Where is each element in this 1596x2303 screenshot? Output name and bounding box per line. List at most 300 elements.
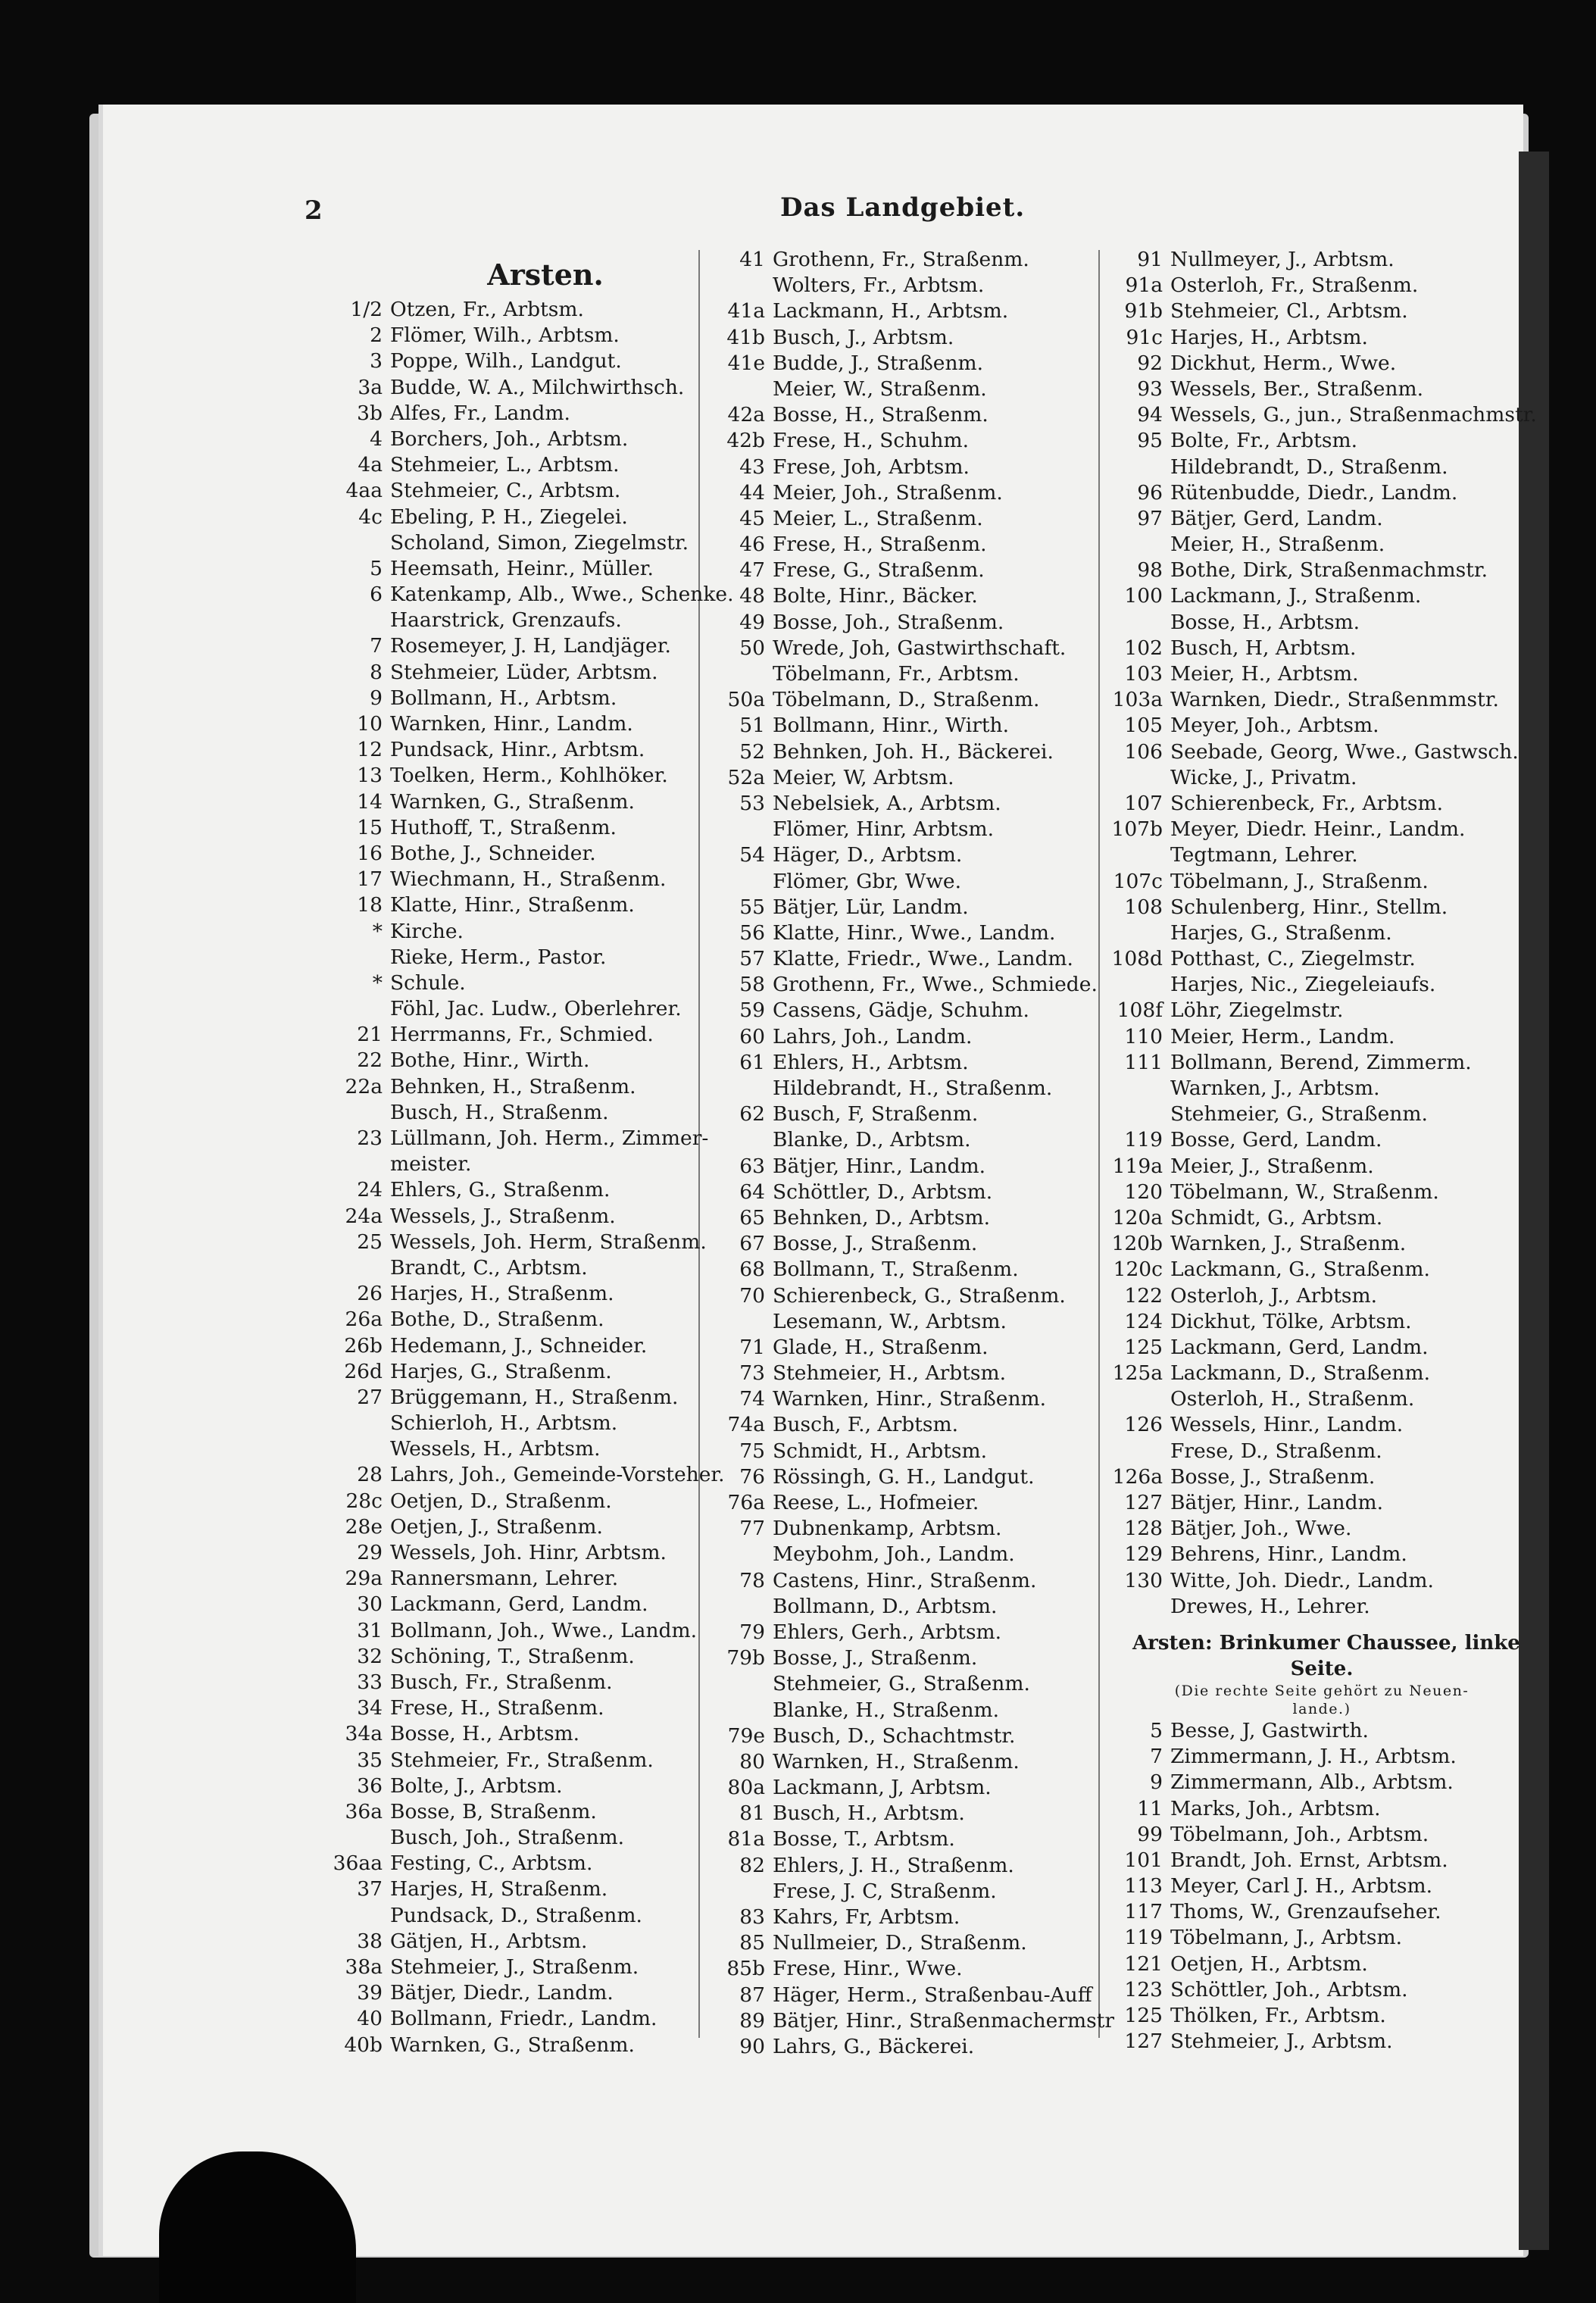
resident-entry: Harjes, H., Straßenm. bbox=[390, 1282, 614, 1306]
resident-entry: Bosse, Joh., Straßenm. bbox=[773, 610, 1004, 634]
list-item bbox=[704, 1102, 1098, 1127]
list-item bbox=[704, 1412, 1098, 1438]
house-number: 22a bbox=[345, 1074, 383, 1098]
resident-entry: Töbelmann, J., Arbtsm. bbox=[1170, 1926, 1403, 1950]
list-item bbox=[322, 737, 701, 763]
list-item bbox=[704, 532, 1098, 558]
resident-entry: Gätjen, H., Arbtsm. bbox=[390, 1929, 588, 1953]
list-item bbox=[322, 1074, 701, 1100]
list-item bbox=[1102, 273, 1511, 298]
house-number: 100 bbox=[1124, 584, 1163, 608]
resident-entry: Wessels, Ber., Straßenm. bbox=[1170, 377, 1424, 401]
list-item bbox=[1102, 1257, 1511, 1283]
resident-entry: Flömer, Hinr, Arbtsm. bbox=[773, 817, 995, 842]
house-number bbox=[322, 1903, 390, 1929]
resident-entry: Bätjer, Hinr., Landm. bbox=[773, 1154, 986, 1178]
house-number: 98 bbox=[1137, 558, 1163, 583]
house-number: 7 bbox=[1150, 1745, 1163, 1769]
resident-entry: Oetjen, D., Straßenm. bbox=[390, 1489, 612, 1513]
list-item bbox=[1102, 791, 1511, 817]
list-item bbox=[1102, 610, 1511, 636]
list-item bbox=[704, 1775, 1098, 1801]
resident-entry: Schöning, T., Straßenm. bbox=[390, 1644, 635, 1668]
house-number bbox=[1102, 765, 1170, 791]
resident-entry: Töbelmann, Joh., Arbtsm. bbox=[1170, 1822, 1429, 1846]
house-number: 12 bbox=[357, 738, 383, 762]
house-number: 79 bbox=[739, 1620, 765, 1644]
resident-entry: Busch, F., Arbtsm. bbox=[773, 1413, 958, 1437]
list-item bbox=[1102, 1796, 1511, 1822]
house-number bbox=[322, 1825, 390, 1851]
house-number: 82 bbox=[739, 1853, 765, 1877]
resident-entry: Busch, Joh., Straßenm. bbox=[390, 1826, 625, 1850]
list-item bbox=[704, 1930, 1098, 1956]
house-number bbox=[322, 1152, 390, 1177]
resident-entry: Rosemeyer, J. H, Landjäger. bbox=[390, 634, 671, 658]
resident-entry: Bolte, Hinr., Bäcker. bbox=[773, 584, 978, 608]
house-number: 46 bbox=[739, 533, 765, 557]
resident-entry: Löhr, Ziegelmstr. bbox=[1170, 998, 1344, 1023]
house-number bbox=[704, 1127, 773, 1153]
resident-entry: Lahrs, G., Bäckerei. bbox=[773, 2034, 975, 2058]
house-number: 9 bbox=[1150, 1770, 1163, 1795]
house-number bbox=[1102, 1102, 1170, 1127]
list-item bbox=[322, 1462, 725, 1488]
list-item bbox=[704, 298, 1098, 324]
list-item bbox=[704, 1879, 1098, 1905]
list-item bbox=[704, 972, 1098, 998]
house-number: 50 bbox=[739, 636, 765, 660]
resident-entry: Stehmeier, Cl., Arbtsm. bbox=[1170, 299, 1408, 323]
resident-entry: Bätjer, Diedr., Landm. bbox=[390, 1981, 614, 2005]
house-number: 15 bbox=[357, 815, 383, 839]
house-number: 99 bbox=[1137, 1822, 1163, 1846]
list-item bbox=[1102, 402, 1537, 428]
house-number: 129 bbox=[1124, 1542, 1163, 1567]
list-item bbox=[322, 633, 701, 659]
list-item bbox=[322, 530, 701, 556]
house-number: 76a bbox=[727, 1491, 765, 1514]
list-item bbox=[704, 842, 1098, 868]
list-item bbox=[704, 1024, 1098, 1050]
resident-entry: Frese, Joh, Arbtsm. bbox=[773, 455, 970, 479]
house-number: 26 bbox=[357, 1282, 383, 1306]
resident-entry: Lesemann, W., Arbtsm. bbox=[773, 1309, 1007, 1333]
list-item bbox=[322, 401, 701, 427]
resident-entry: Rütenbudde, Diedr., Landm. bbox=[1170, 480, 1458, 505]
house-number: 107b bbox=[1111, 817, 1163, 842]
resident-entry: Heemsath, Heinr., Müller. bbox=[390, 556, 654, 580]
house-number: 71 bbox=[739, 1335, 765, 1359]
list-item bbox=[704, 2008, 1115, 2034]
resident-entry: Bollmann, Berend, Zimmerm. bbox=[1170, 1050, 1472, 1074]
resident-entry: Töbelmann, W., Straßenm. bbox=[1170, 1180, 1439, 1204]
house-number bbox=[704, 817, 773, 842]
resident-entry: Bosse, H., Arbtsm. bbox=[1170, 610, 1360, 634]
list-item bbox=[704, 765, 1098, 791]
resident-entry: Harjes, H., Arbtsm. bbox=[1170, 325, 1368, 349]
house-number: 123 bbox=[1124, 1977, 1163, 2001]
list-item bbox=[1102, 506, 1511, 532]
house-number: 35 bbox=[357, 1748, 383, 1772]
resident-entry: Nullmeyer, J., Arbtsm. bbox=[1170, 248, 1395, 271]
list-item bbox=[322, 1307, 701, 1333]
house-number: 113 bbox=[1124, 1874, 1163, 1898]
list-item bbox=[704, 455, 1098, 480]
house-number: 58 bbox=[739, 973, 765, 997]
resident-entry: Warnken, Hinr., Straßenm. bbox=[773, 1387, 1047, 1411]
list-item bbox=[1102, 1102, 1511, 1127]
resident-entry: Osterloh, J., Arbtsm. bbox=[1170, 1283, 1378, 1308]
resident-entry: Warnken, J., Straßenm. bbox=[1170, 1232, 1407, 1256]
list-item bbox=[704, 1439, 1098, 1464]
list-item bbox=[704, 1231, 1098, 1257]
house-number: 28e bbox=[345, 1514, 383, 1539]
resident-entry: Meier, H., Straßenm. bbox=[1170, 533, 1385, 557]
resident-entry: Hedemann, J., Schneider. bbox=[390, 1333, 648, 1358]
house-number: 102 bbox=[1124, 636, 1163, 660]
list-item bbox=[704, 1309, 1098, 1335]
resident-entry: Dickhut, Herm., Wwe. bbox=[1170, 351, 1397, 375]
house-number: 41 bbox=[739, 248, 765, 271]
list-item bbox=[704, 895, 1098, 920]
list-item bbox=[322, 1204, 701, 1230]
house-number: 11 bbox=[1137, 1796, 1163, 1820]
list-item bbox=[704, 1076, 1098, 1102]
resident-entry: Wessels, H., Arbtsm. bbox=[390, 1437, 601, 1461]
house-number: 3b bbox=[357, 401, 383, 425]
resident-entry: Busch, H., Straßenm. bbox=[390, 1100, 609, 1124]
resident-entry: Bollmann, Joh., Wwe., Landm. bbox=[390, 1618, 698, 1642]
list-item bbox=[322, 1825, 701, 1851]
house-number: 125a bbox=[1112, 1361, 1163, 1386]
resident-entry: Stehmeier, Lüder, Arbtsm. bbox=[390, 660, 658, 684]
house-number bbox=[704, 1698, 773, 1723]
house-number: 3 bbox=[370, 349, 383, 373]
house-number: 56 bbox=[739, 920, 765, 945]
house-number: 106 bbox=[1124, 739, 1163, 764]
resident-entry: Thoms, W., Grenzaufseher. bbox=[1170, 1900, 1441, 1924]
house-number: 9 bbox=[370, 686, 383, 710]
list-item bbox=[1102, 1516, 1511, 1542]
resident-entry: Blanke, H., Straßenm. bbox=[773, 1698, 1000, 1722]
resident-entry: Behnken, H., Straßenm. bbox=[390, 1074, 636, 1098]
list-item bbox=[322, 452, 701, 478]
resident-entry: Thölken, Fr., Arbtsm. bbox=[1170, 2004, 1386, 2027]
list-item bbox=[704, 2034, 1098, 2060]
list-item bbox=[322, 297, 701, 323]
list-item bbox=[704, 1386, 1098, 1412]
list-item bbox=[1102, 1439, 1511, 1464]
house-number: 125 bbox=[1124, 1335, 1163, 1359]
list-item bbox=[322, 505, 701, 530]
resident-entry: Ehlers, H., Arbtsm. bbox=[773, 1050, 969, 1074]
resident-entry: Stehmeier, L., Arbtsm. bbox=[390, 453, 620, 477]
list-item bbox=[704, 1154, 1098, 1180]
resident-entry: Bolte, J., Arbtsm. bbox=[390, 1773, 563, 1798]
house-number: 21 bbox=[357, 1023, 383, 1047]
resident-entry: Herrmanns, Fr., Schmied. bbox=[390, 1023, 654, 1047]
resident-entry: Meyer, Diedr. Heinr., Landm. bbox=[1170, 817, 1466, 842]
house-number: 85 bbox=[739, 1931, 765, 1955]
house-number: 31 bbox=[357, 1618, 383, 1642]
resident-entry: Osterloh, H., Straßenm. bbox=[1170, 1387, 1415, 1411]
resident-entry: Rieke, Herm., Pastor. bbox=[390, 945, 607, 969]
house-number: 91c bbox=[1126, 325, 1163, 349]
list-item bbox=[704, 1723, 1098, 1749]
list-item bbox=[1102, 946, 1511, 972]
house-number: 73 bbox=[739, 1361, 765, 1386]
list-item bbox=[322, 711, 701, 737]
house-number: * bbox=[372, 919, 383, 943]
house-number: 28c bbox=[345, 1489, 383, 1513]
list-item bbox=[704, 1905, 1098, 1930]
house-number: 36a bbox=[345, 1799, 383, 1823]
resident-entry: Witte, Joh. Diedr., Landm. bbox=[1170, 1568, 1434, 1592]
resident-entry: Harjes, Nic., Ziegeleiaufs. bbox=[1170, 973, 1436, 997]
house-number: 41a bbox=[727, 299, 765, 323]
list-item bbox=[322, 1876, 701, 1902]
house-number: 14 bbox=[357, 789, 383, 814]
resident-entry: Meyer, Carl J. H., Arbtsm. bbox=[1170, 1874, 1433, 1898]
list-item bbox=[704, 817, 1098, 842]
house-number bbox=[1102, 972, 1170, 998]
resident-entry: Bollmann, Hinr., Wirth. bbox=[773, 714, 1010, 738]
resident-entry: Bothe, D., Straßenm. bbox=[390, 1308, 604, 1332]
house-number: 29a bbox=[345, 1567, 383, 1591]
list-item bbox=[704, 1568, 1098, 1594]
resident-entry: Lackmann, G., Straßenm. bbox=[1170, 1258, 1430, 1282]
list-item bbox=[322, 1359, 701, 1385]
list-item bbox=[1102, 1542, 1511, 1567]
house-number: 37 bbox=[357, 1877, 383, 1901]
list-item bbox=[322, 996, 701, 1022]
house-number: 128 bbox=[1124, 1517, 1163, 1541]
list-item bbox=[1102, 842, 1511, 868]
running-head: Das Landgebiet. bbox=[780, 192, 1026, 223]
house-number bbox=[1102, 920, 1170, 946]
resident-entry: Borchers, Joh., Arbtsm. bbox=[390, 427, 629, 451]
resident-entry: Schmidt, G., Arbtsm. bbox=[1170, 1205, 1383, 1230]
house-number bbox=[704, 869, 773, 895]
list-item bbox=[322, 1385, 701, 1411]
house-number: 94 bbox=[1137, 403, 1163, 427]
resident-entry: Busch, H., Arbtsm. bbox=[773, 1801, 965, 1826]
list-item bbox=[704, 1645, 1098, 1671]
house-number: 70 bbox=[739, 1283, 765, 1308]
list-item bbox=[1102, 1309, 1511, 1335]
house-number: 26b bbox=[344, 1333, 383, 1358]
resident-entry: Pundsack, Hinr., Arbtsm. bbox=[390, 738, 645, 762]
list-item bbox=[322, 1799, 701, 1825]
list-item bbox=[322, 1022, 701, 1048]
house-number: 5 bbox=[370, 556, 383, 580]
house-number: 28 bbox=[357, 1463, 383, 1487]
resident-entry: Lackmann, J., Straßenm. bbox=[1170, 584, 1422, 608]
list-item bbox=[1102, 895, 1511, 920]
resident-entry: Stehmeier, C., Arbtsm. bbox=[390, 479, 621, 503]
resident-entry: Schierloh, H., Arbtsm. bbox=[390, 1411, 618, 1436]
list-item bbox=[704, 687, 1098, 713]
resident-entry: Töbelmann, J., Straßenm. bbox=[1170, 869, 1429, 893]
list-item bbox=[1102, 1076, 1511, 1102]
list-item bbox=[1102, 2003, 1511, 2029]
house-number: 45 bbox=[739, 506, 765, 530]
resident-entry: Besse, J, Gastwirth. bbox=[1170, 1718, 1369, 1742]
house-number: 23 bbox=[357, 1127, 383, 1150]
house-number: 52 bbox=[739, 739, 765, 764]
resident-entry: Castens, Hinr., Straßenm. bbox=[773, 1568, 1037, 1592]
house-number bbox=[704, 273, 773, 298]
resident-entry: Festing, C., Arbtsm. bbox=[390, 1851, 593, 1876]
binding-edge bbox=[1519, 152, 1549, 2250]
list-item bbox=[322, 1618, 701, 1644]
house-number: 34a bbox=[345, 1722, 383, 1746]
resident-entry: Frese, G., Straßenm. bbox=[773, 558, 985, 583]
house-number: 26a bbox=[345, 1308, 383, 1332]
resident-entry: Reese, L., Hofmeier. bbox=[773, 1491, 979, 1514]
resident-entry: Schöttler, Joh., Arbtsm. bbox=[1170, 1977, 1408, 2001]
list-item bbox=[322, 1644, 701, 1670]
house-number: 5 bbox=[1150, 1718, 1163, 1742]
list-item bbox=[322, 427, 701, 452]
resident-entry: Schulenberg, Hinr., Stellm. bbox=[1170, 895, 1448, 919]
list-item bbox=[322, 1748, 701, 1773]
house-number: 74 bbox=[739, 1387, 765, 1411]
resident-entry: Flömer, Gbr, Wwe. bbox=[773, 869, 961, 893]
list-item bbox=[322, 1436, 701, 1462]
resident-entry: Brüggemann, H., Straßenm. bbox=[390, 1385, 679, 1409]
house-number: 77 bbox=[739, 1517, 765, 1541]
list-item bbox=[704, 273, 1098, 298]
house-number: 38a bbox=[345, 1955, 383, 1979]
resident-entry: Frese, H., Straßenm. bbox=[773, 533, 987, 557]
list-item bbox=[322, 1255, 701, 1281]
house-number bbox=[1102, 1076, 1170, 1102]
list-item bbox=[322, 1514, 701, 1540]
list-item bbox=[1102, 765, 1511, 791]
resident-entry: Warnken, G., Straßenm. bbox=[390, 789, 635, 814]
house-number: 127 bbox=[1124, 2030, 1163, 2054]
list-item bbox=[1102, 558, 1511, 583]
list-item bbox=[322, 556, 701, 582]
house-number: 103 bbox=[1124, 662, 1163, 686]
house-number: 64 bbox=[739, 1180, 765, 1204]
list-item bbox=[1102, 351, 1511, 377]
resident-entry: Schmidt, H., Arbtsm. bbox=[773, 1439, 988, 1463]
resident-entry: Lahrs, Joh., Landm. bbox=[773, 1024, 973, 1048]
list-item bbox=[322, 1100, 701, 1126]
resident-entry: Meybohm, Joh., Landm. bbox=[773, 1542, 1015, 1567]
list-item bbox=[1102, 1154, 1511, 1180]
resident-entry: Drewes, H., Lehrer. bbox=[1170, 1594, 1370, 1618]
resident-entry: Lackmann, D., Straßenm. bbox=[1170, 1361, 1431, 1386]
house-number: 4a bbox=[358, 453, 383, 477]
house-number: 48 bbox=[739, 584, 765, 608]
list-item bbox=[1102, 1050, 1511, 1076]
list-item bbox=[1102, 739, 1519, 765]
house-number: 97 bbox=[1137, 506, 1163, 530]
resident-entry: Bosse, H., Arbtsm. bbox=[390, 1722, 580, 1746]
subsection-heading-cont: Seite. bbox=[1290, 1657, 1354, 1680]
resident-entry: Frese, H., Straßenm. bbox=[390, 1696, 604, 1720]
resident-entry: Stehmeier, Fr., Straßenm. bbox=[390, 1748, 654, 1772]
house-number: 103a bbox=[1112, 688, 1163, 712]
house-number: 76 bbox=[739, 1464, 765, 1489]
house-number: 120 bbox=[1124, 1180, 1163, 1204]
list-item bbox=[704, 1801, 1098, 1826]
list-item bbox=[1102, 1180, 1511, 1205]
resident-entry: Bollmann, Friedr., Landm. bbox=[390, 2007, 657, 2031]
list-item bbox=[1102, 1127, 1511, 1153]
resident-entry: Wessels, Joh. Herm, Straßenm. bbox=[390, 1230, 707, 1254]
list-item bbox=[322, 1592, 701, 1617]
list-item bbox=[1102, 1335, 1511, 1361]
column-divider bbox=[1098, 250, 1100, 2038]
list-item bbox=[704, 1542, 1098, 1567]
list-item bbox=[1102, 377, 1511, 402]
list-item bbox=[322, 608, 701, 633]
list-item bbox=[704, 325, 1098, 351]
list-item bbox=[704, 1749, 1098, 1775]
house-number: 57 bbox=[739, 947, 765, 971]
house-number bbox=[704, 1542, 773, 1567]
house-number: 92 bbox=[1137, 351, 1163, 375]
resident-entry: Dubnenkamp, Arbtsm. bbox=[773, 1517, 1002, 1541]
house-number: 34 bbox=[357, 1696, 383, 1720]
list-item bbox=[1102, 1951, 1511, 1977]
resident-entry: Brandt, Joh. Ernst, Arbtsm. bbox=[1170, 1848, 1448, 1872]
list-item bbox=[704, 998, 1098, 1023]
resident-entry: Warnken, H., Straßenm. bbox=[773, 1749, 1020, 1773]
house-number: 108d bbox=[1111, 947, 1163, 971]
resident-entry: Meier, Herm., Landm. bbox=[1170, 1024, 1395, 1048]
list-item bbox=[1102, 998, 1511, 1023]
list-item bbox=[322, 1048, 701, 1073]
house-number: 87 bbox=[739, 1983, 765, 2007]
list-item bbox=[704, 506, 1098, 532]
resident-entry: Nebelsiek, A., Arbtsm. bbox=[773, 791, 1001, 815]
house-number: 78 bbox=[739, 1568, 765, 1592]
list-item bbox=[322, 789, 701, 815]
house-number bbox=[322, 1436, 390, 1462]
resident-entry: meister. bbox=[390, 1152, 472, 1176]
list-item bbox=[322, 478, 701, 504]
list-item bbox=[322, 1929, 701, 1955]
list-item bbox=[322, 1411, 701, 1436]
house-number: 55 bbox=[739, 895, 765, 919]
resident-entry: Alfes, Fr., Landm. bbox=[390, 401, 570, 425]
house-number bbox=[322, 945, 390, 970]
house-number: * bbox=[372, 970, 383, 995]
resident-entry: Haarstrick, Grenzaufs. bbox=[390, 608, 622, 633]
resident-entry: Lackmann, H., Arbtsm. bbox=[773, 299, 1009, 323]
house-number: 67 bbox=[739, 1232, 765, 1256]
resident-entry: Wessels, G., jun., Straßenmachmstr. bbox=[1170, 403, 1537, 427]
subsection-note-cont: lande.) bbox=[1292, 1700, 1351, 1717]
house-number: 50a bbox=[727, 688, 765, 712]
resident-entry: Häger, D., Arbtsm. bbox=[773, 843, 963, 867]
house-number: 61 bbox=[739, 1050, 765, 1074]
house-number: 120a bbox=[1112, 1205, 1163, 1230]
resident-entry: Wessels, Joh. Hinr, Arbtsm. bbox=[390, 1541, 667, 1564]
resident-entry: Kirche. bbox=[390, 919, 464, 943]
house-number: 3a bbox=[358, 375, 383, 399]
house-number: 119a bbox=[1112, 1154, 1163, 1178]
list-item bbox=[322, 2033, 701, 2058]
list-item bbox=[322, 375, 701, 401]
list-item bbox=[704, 920, 1098, 946]
